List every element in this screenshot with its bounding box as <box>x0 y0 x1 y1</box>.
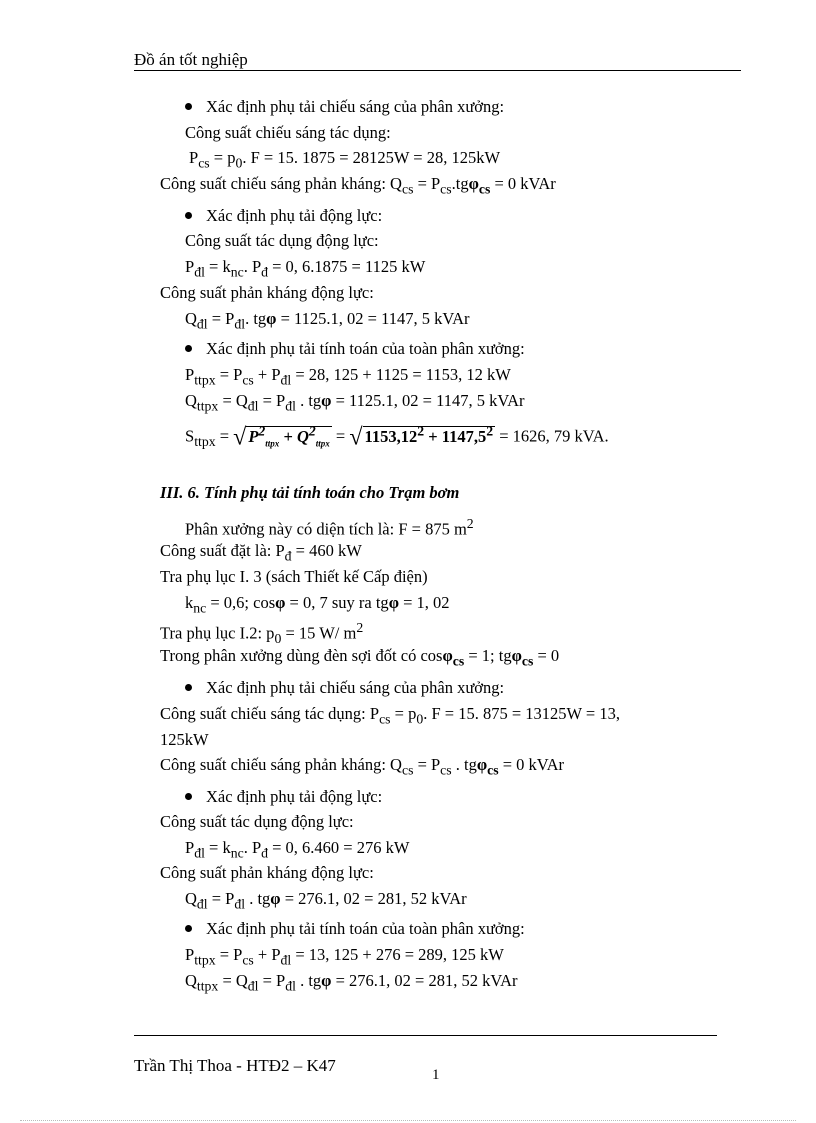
active-power-label-2: Công suất tác dụng động lực: <box>160 812 354 831</box>
bullet-icon <box>185 684 192 691</box>
section-heading: III. 6. Tính phụ tải tính toán cho Trạm bơm <box>160 483 460 502</box>
radicand-values: $1153,12^2 + 1147,5^2$ <box>364 423 494 446</box>
reactive-power-label-2: Công suất phản kháng động lực: <box>160 863 374 882</box>
header-rule <box>134 70 741 71</box>
coefficients-line: $k_{nc} = 0,6$; cosφ = 0, 7 suy ra tgφ = 1, 02 <box>185 593 450 616</box>
lamp-line: Trong phân xưởng dùng đèn sợi đốt có cosφ$_{cs}$ = 1; tgφ$_{cs}$ = 0 <box>160 646 560 669</box>
page-edge <box>20 1120 796 1121</box>
formula-qcs: Công suất chiếu sáng phản kháng: $Q_{cs} = P_{cs}.tg\varphi_{cs} = 0$ kVAr <box>160 174 556 197</box>
formula-pcs: $P_{cs} = p_0$. F = 15. 1875 = 28125W = 28, 125kW <box>189 148 501 171</box>
bullet-icon <box>185 345 192 352</box>
formula-qcs-2: Công suất chiếu sáng phản kháng: $Q_{cs} = P_{cs}$ . tgφ$_{cs}$ = 0 kVAr <box>160 755 565 778</box>
formula-qdl-2: $Q_{đl} = P_{đl}$ . tgφ = 276.1, 02 = 281, 52 kVAr <box>185 889 467 912</box>
installed-power-line: Công suất đặt là: $P_đ = 460$ kW <box>160 541 362 564</box>
formula-qttpx-2: $Q_{ttpx} = Q_{đl} = P_{đl}$ . tgφ = 276.1, 02 = 281, 52 kVAr <box>185 971 518 994</box>
formula-pdl-2: $P_{đl} = k_{nc}$. $P_đ = 0$, 6.460 = 276 kW <box>185 838 410 861</box>
active-lighting-label: Công suất chiếu sáng tác dụng: <box>185 123 391 142</box>
p0-line: Tra phụ lục I.2: $p_0 = 15$ W/ $m^2$ <box>160 620 364 646</box>
footer-rule <box>134 1035 717 1036</box>
bullet-lighting-load: Xác định phụ tải chiếu sáng của phân xưởng: <box>185 98 504 117</box>
bullet-total-load: Xác định phụ tải tính toán của toàn phân xưởng: <box>185 340 525 359</box>
formula-pttpx: $P_{ttpx} = P_{cs} + P_{đl} = 28$, 125 + 1125 = 1153, 12 kW <box>185 365 511 388</box>
bullet-icon <box>185 103 192 110</box>
document-header: Đồ án tốt nghiệp <box>134 50 248 69</box>
formula-sttpx: $S_{ttpx}$ = √ $P^2_{ttpx} + Q^2_{ttpx}$ = √ $1153,12^2 + 1147,5^2 = 1626$, 79 kVA. <box>185 423 609 451</box>
area-line: Phân xưởng này có diện tích là: F = 875 $m^2$ <box>185 516 474 539</box>
footer-author: Trần Thị Thoa - HTĐ2 – K47 <box>134 1056 336 1075</box>
page-number: 1 <box>432 1067 440 1083</box>
bullet-total-load-2: Xác định phụ tải tính toán của toàn phân xưởng: <box>185 920 525 939</box>
appendix-line: Tra phụ lục I. 3 (sách Thiết kế Cấp điện) <box>160 567 428 586</box>
radicand-pq: $P^2_{ttpx} + Q^2_{ttpx}$ <box>248 423 330 448</box>
bullet-power-load: Xác định phụ tải động lực: <box>185 207 382 226</box>
bullet-lighting-load-2: Xác định phụ tải chiếu sáng của phân xưởng: <box>185 679 504 698</box>
bullet-icon <box>185 212 192 219</box>
formula-pcs-2: Công suất chiếu sáng tác dụng: $P_{cs} = p_0$. F = 15. 875 = 13125W = 13, <box>160 704 620 727</box>
bullet-icon <box>185 793 192 800</box>
formula-pdl: $P_{đl} = k_{nc}$. $P_đ = 0$, 6.1875 = 1125 kW <box>185 257 426 280</box>
sqrt-icon: √ <box>233 424 247 451</box>
sqrt-icon: √ <box>349 424 363 451</box>
active-power-label: Công suất tác dụng động lực: <box>185 231 379 250</box>
bullet-icon <box>185 925 192 932</box>
formula-pttpx-2: $P_{ttpx} = P_{cs} + P_{đl} = 13$, 125 + 276 = 289, 125 kW <box>185 945 504 968</box>
bullet-power-load-2: Xác định phụ tải động lực: <box>185 788 382 807</box>
formula-qdl: $Q_{đl} = P_{đl}$. tgφ = 1125.1, 02 = 1147, 5 kVAr <box>185 309 470 332</box>
reactive-power-label: Công suất phản kháng động lực: <box>160 283 374 302</box>
formula-pcs-2-cont: 125kW <box>160 730 209 749</box>
formula-qttpx: $Q_{ttpx} = Q_{đl} = P_{đl}$ . tgφ = 1125.1, 02 = 1147, 5 kVAr <box>185 391 525 414</box>
